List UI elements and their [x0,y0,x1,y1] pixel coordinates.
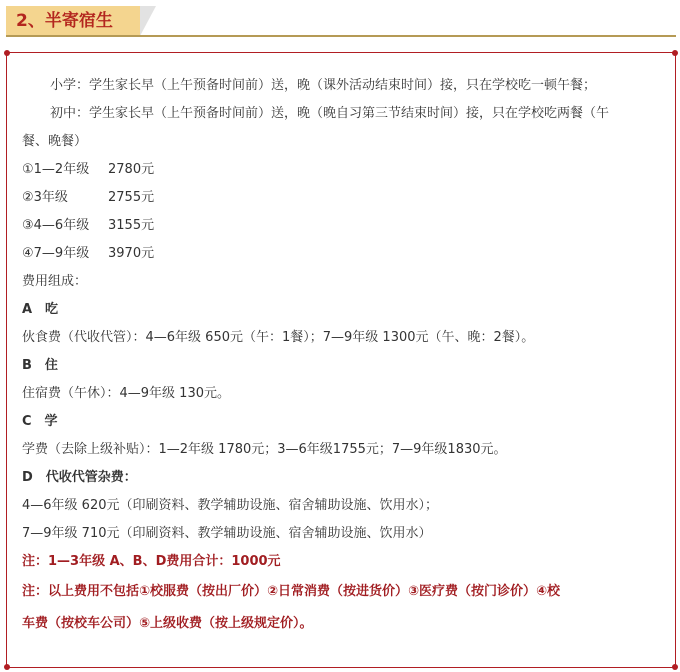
section-b-text: 住宿费（午休）：4—9年级 130元。 [22,386,230,401]
fee-grade: ③4—6年级 [22,218,90,233]
composition-label: 费用组成： [22,274,88,289]
frame-corner-dot [672,664,678,670]
content-frame [6,52,676,668]
section-c-heading: C 学 [22,414,58,429]
primary-school-text: 小学：学生家长早（上午预备时间前）送，晚（课外活动结束时间）接，只在学校吃一顿午餐； [50,78,597,93]
frame-corner-dot [4,664,10,670]
section-b-heading: B 住 [22,358,58,373]
section-title: 2、半寄宿生 [16,11,113,31]
section-d-heading: D 代收代管杂费： [22,470,137,485]
section-c-text: 学费（去除上级补贴）：1—2年级 1780元；3—6年级1755元；7—9年级1830元。 [22,442,507,457]
fee-price: 2780元 [108,162,155,177]
fee-row [22,188,155,208]
note-total: 注：1—3年级 A、B、D费用合计：1000元 [22,554,281,569]
frame-corner-dot [4,50,10,56]
section-a-text: 伙食费（代收代管）：4—6年级 650元（午：1餐）；7—9年级 1300元（午、晚：2餐）。 [22,330,535,345]
junior-school-text-cont: 餐、晚餐） [22,134,88,149]
frame-corner-dot [672,50,678,56]
section-a-heading: A 吃 [22,302,59,317]
fee-price: 3970元 [108,246,155,261]
section-header-tail [140,6,156,36]
section-d-text: 7—9年级 710元（印刷资料、教学辅助设施、宿舍辅助设施、饮用水） [22,526,432,541]
note-exclusions: 注：以上费用不包括①校服费（按出厂价）②日常消费（按进货价）③医疗费（按门诊价）④校 [22,584,561,599]
fee-row [22,244,155,264]
fee-grade: ①1—2年级 [22,162,90,177]
fee-grade: ④7—9年级 [22,246,90,261]
fee-row [22,160,155,180]
fee-grade: ②3年级 [22,190,68,205]
fee-row [22,216,155,236]
section-header-tab [6,6,140,36]
junior-school-text: 初中：学生家长早（上午预备时间前）送，晚（晚自习第三节结束时间）接，只在学校吃两餐（午 [50,106,610,121]
fee-price: 3155元 [108,218,155,233]
fee-price: 2755元 [108,190,155,205]
note-exclusions-cont: 车费（按校车公司）⑤上级收费（按上级规定价）。 [22,616,313,631]
section-header-rule [6,35,676,37]
section-d-text: 4—6年级 620元（印刷资料、教学辅助设施、宿舍辅助设施、饮用水）； [22,498,438,513]
